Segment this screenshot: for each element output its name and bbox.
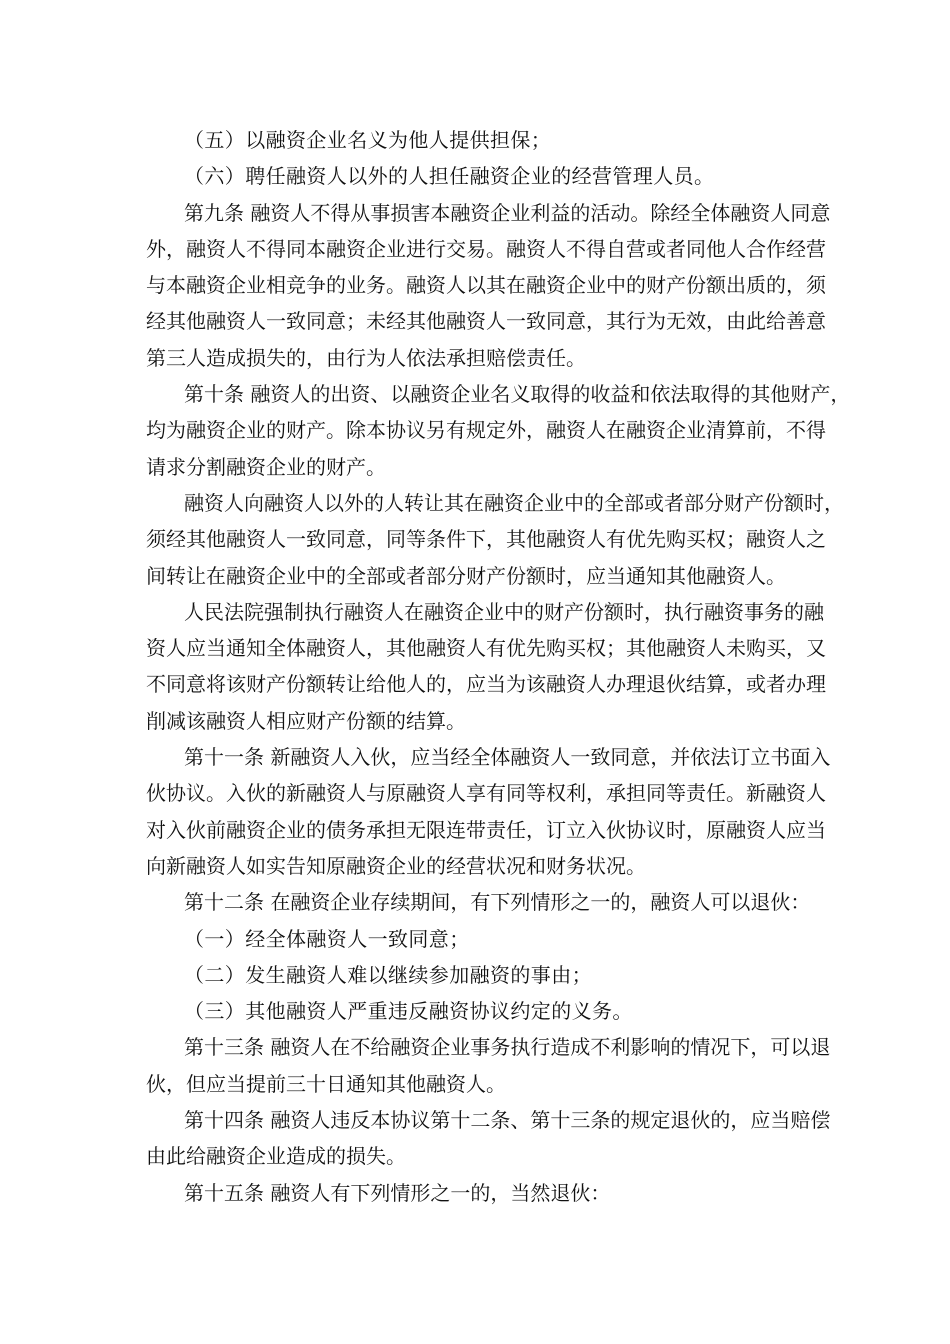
article-15-line-1: 第十五条 融资人有下列情形之一的，当然退伙：	[184, 1180, 611, 1205]
article-13-line-2: 伙，但应当提前三十日通知其他融资人。	[146, 1071, 506, 1096]
article-11-line-2: 伙协议。入伙的新融资人与原融资人享有同等权利，承担同等责任。新融资人	[146, 781, 826, 806]
article-13-line-1: 第十三条 融资人在不给融资企业事务执行造成不利影响的情况下，可以退	[184, 1035, 831, 1060]
transfer-paragraph-line-3: 间转让在融资企业中的全部或者部分财产份额时，应当通知其他融资人。	[146, 563, 786, 588]
article-11-line-1: 第十一条 新融资人入伙，应当经全体融资人一致同意，并依法订立书面入	[184, 745, 831, 770]
court-enforcement-line-4: 削减该融资人相应财产份额的结算。	[146, 708, 466, 733]
court-enforcement-line-2: 资人应当通知全体融资人，其他融资人有优先购买权；其他融资人未购买，又	[146, 636, 826, 661]
transfer-paragraph-line-1: 融资人向融资人以外的人转让其在融资企业中的全部或者部分财产份额时，	[184, 490, 844, 515]
court-enforcement-line-3: 不同意将该财产份额转让给他人的，应当为该融资人办理退伙结算，或者办理	[146, 672, 826, 697]
article-12-item-2: （二）发生融资人难以继续参加融资的事由；	[184, 962, 592, 987]
article-11-line-3: 对入伙前融资企业的债务承担无限连带责任，订立入伙协议时，原融资人应当	[146, 817, 826, 842]
article-14-line-1: 第十四条 融资人违反本协议第十二条、第十三条的规定退伙的，应当赔偿	[184, 1108, 831, 1133]
article-9-line-1: 第九条 融资人不得从事损害本融资企业利益的活动。除经全体融资人同意	[184, 200, 831, 225]
clause-item-5: （五）以融资企业名义为他人提供担保；	[184, 128, 552, 152]
article-11-line-4: 向新融资人如实告知原融资企业的经营状况和财务状况。	[146, 853, 646, 878]
article-9-line-3: 与本融资企业相竞争的业务。融资人以其在融资企业中的财产份额出质的，须	[146, 273, 826, 298]
article-10-line-3: 请求分割融资企业的财产。	[146, 454, 386, 479]
document-body	[146, 122, 851, 1211]
article-12-line-1: 第十二条 在融资企业存续期间，有下列情形之一的，融资人可以退伙：	[184, 890, 811, 915]
article-12-item-3: （三）其他融资人严重违反融资协议约定的义务。	[184, 999, 633, 1024]
court-enforcement-line-1: 人民法院强制执行融资人在融资企业中的财产份额时，执行融资事务的融	[184, 599, 824, 624]
clause-item-6: （六）聘任融资人以外的人担任融资企业的经营管理人员。	[184, 164, 715, 189]
article-10-line-1: 第十条 融资人的出资、以融资企业名义取得的收益和依法取得的其他财产，	[184, 382, 851, 407]
article-9-line-2: 外，融资人不得同本融资企业进行交易。融资人不得自营或者同他人合作经营	[146, 236, 826, 261]
transfer-paragraph-line-2: 须经其他融资人一致同意，同等条件下，其他融资人有优先购买权；融资人之	[146, 527, 826, 552]
article-14-line-2: 由此给融资企业造成的损失。	[146, 1144, 406, 1169]
article-9-line-4: 经其他融资人一致同意；未经其他融资人一致同意，其行为无效，由此给善意	[146, 309, 826, 334]
article-9-line-5: 第三人造成损失的，由行为人依法承担赔偿责任。	[146, 345, 586, 370]
article-10-line-2: 均为融资企业的财产。除本协议另有规定外，融资人在融资企业清算前，不得	[146, 418, 826, 443]
article-12-item-1: （一）经全体融资人一致同意；	[184, 926, 470, 951]
